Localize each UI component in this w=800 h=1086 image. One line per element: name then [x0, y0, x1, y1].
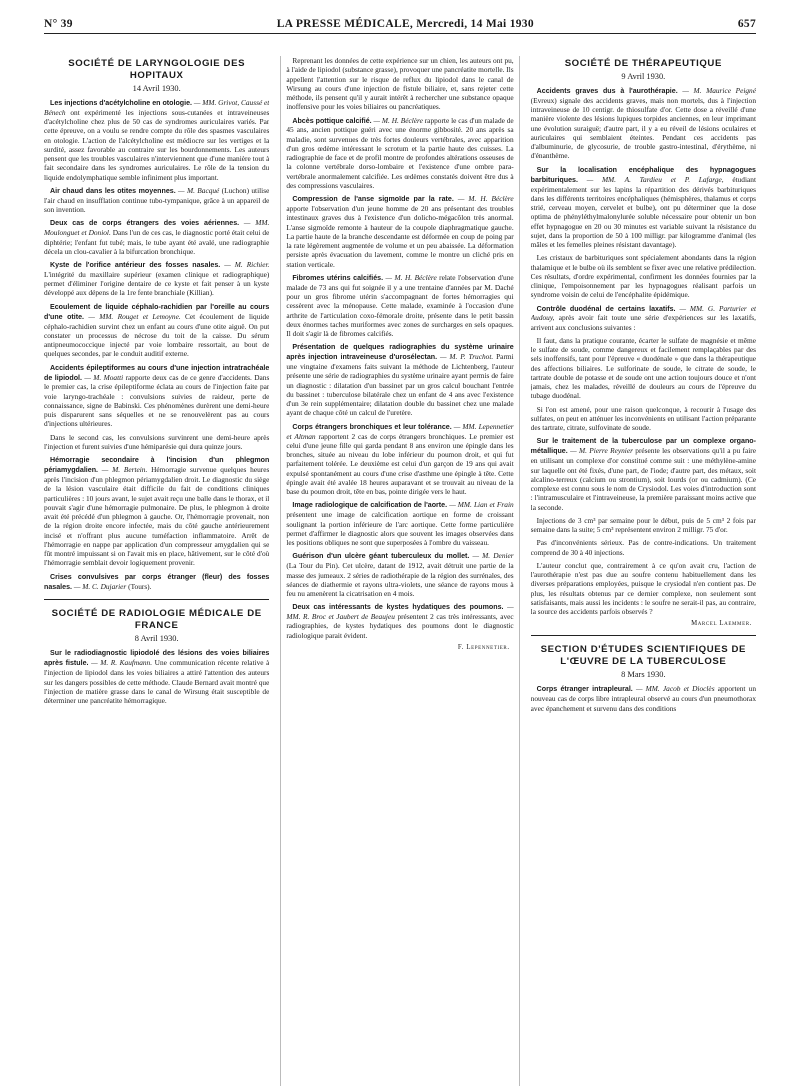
- article-paragraph: [531, 304, 756, 332]
- article-title: Ecoulement de liquide céphalo-rachidien par l'oreille au cours d'une otite.: [44, 302, 270, 321]
- section-date: 8 Mars 1930.: [621, 670, 666, 680]
- article-authors: — M. Pierre Reynier: [567, 446, 633, 456]
- article-text: rapporte deux cas de ce genre d'accidents. Dans le premier cas, la crise épileptiforme éclata au cours de l'injection faite par voie laryngo-trachéale : convulsions suivies de raideur, perte de connaissance, signe de Babinski. Ces phénomènes durèrent une demi-heure puis disparurent sans séquelles et ne se renouvelèrent pas au cours d'injections ultérieures.: [44, 372, 270, 429]
- article-text: Dans le second cas, les convulsions survinrent une demi-heure après l'injection et furent suivies d'une hémiparésie qui dura quinze jours.: [44, 432, 270, 451]
- article-title: Fibromes utérins calcifiés.: [292, 273, 384, 282]
- article-list: [44, 648, 269, 705]
- article-paragraph: [286, 602, 513, 640]
- article-text: Dans l'un de ces cas, le diagnostic porté était celui de diphtérie; l'enfant fut tubé; mais, le tube ayant été avalé, une radiographie décela un clou-cavalier à la bifurcation bronchique.: [44, 228, 270, 256]
- article-authors: — MM. Grivot, Caussé et Bénech: [44, 97, 270, 117]
- article-paragraph: [286, 551, 513, 598]
- article-title: Sur le radiodiagnostic lipiodolé des lésions des voies biliaires après fistule.: [44, 649, 270, 668]
- article-authors: — M. Moatti: [81, 372, 124, 382]
- section-heading: SECTION D'ÉTUDES SCIENTIFIQUES DE L'ŒUVRE DE LA TUBERCULOSE: [531, 635, 756, 668]
- article-text: ont expérimenté les injections sous-cutanées et intraveineuses d'acétylcholine chez plus de 50 cas de syndromes auriculaires variés. Par cette épreuve, on a voulu se rendre compte du rôle des spasmes vasculaires en otologie. L'action de l'alcétylcholine est médiocre sur les vertiges et la surdité, assez favorable au contraire sur les bourdonnements. Les auteurs pensent que les troubles vasculaires n'interviennent que d'une manière tout à fait secondaire dans les syndromes auriculaires. Le rôle de la tension du liquide endolymphatique semble infiniment plus important.: [44, 107, 270, 182]
- article-paragraph: [44, 455, 269, 567]
- page-number: 657: [737, 18, 756, 30]
- article-text: (Luchon) utilise l'air chaud en insufflation continue tubo-tympanique, grâce à un appareil de son invention.: [44, 185, 270, 215]
- article-paragraph: [44, 363, 269, 429]
- article-title: Deux cas de corps étrangers des voies aériennes.: [50, 219, 240, 228]
- article-authors: — M. H. Béclère: [453, 194, 514, 204]
- article-paragraph: [44, 648, 269, 705]
- article-list: [44, 98, 269, 592]
- article-text: apportent un nouveau cas de corps libre intrapleural observé au cours d'un pneumothorax avec épanchement et survenu dans des conditions: [530, 684, 756, 713]
- article-paragraph: [44, 98, 269, 182]
- article-title: Image radiologique de calcification de l'aorte.: [292, 501, 448, 510]
- article-text: Pas d'inconvénients sérieux. Pas de contre-indications. Un traitement comprend de 30 à 40 injections.: [530, 538, 756, 557]
- column-2: [280, 56, 519, 1086]
- article-title: Les injections d'acétylcholine en otologie.: [50, 98, 193, 107]
- article-text: Les cristaux de barbituriques sont spécialement abondants dans la région thalamique et le bulbe où ils semblent se fixer avec une relative prédilection. Ces résultats, d'ordre expérimental, confirment les données fournies par la clinique, l'empoisonnement par les hypnagogues réalisant parfois un syndrome voisin de celui de l'encéphalite épidémique.: [530, 253, 756, 300]
- article-authors: — M. Maurice Peigné: [677, 85, 756, 95]
- article-text: présentent une image de calcification aortique en forme de croissant soulignant la portion inférieure de l'arc aortique. Cette forme particulière permet d'affirmer le diagnostic alors que souvent les images observées dans les positions obliques ne sont que superposées à l'ombre du vaisseau.: [286, 510, 514, 548]
- article-text: Parmi une vingtaine d'examens faits suivant la méthode de Lichtenberg, l'auteur présente une série de radiographies du système urinaire ayant permis de faire un diagnostic : dilatation d'un bassinet par un gros calcul bouchant l'entrée du bassinet : tuberculose bilatérale chez un enfant de 4 ans avec l'existence d'un 3e rein supplémentaire; dilatation double du bassinet chez une malade ayant de chaque côté un calcul de l'uretère.: [286, 352, 514, 418]
- article-paragraph: [44, 186, 269, 214]
- article-authors: — M. H. Béclère: [383, 272, 437, 282]
- article-text: Une communication récente relative à l'injection de lipiodol dans les voies biliaires a attiré l'attention des auteurs sur les dangers possibles de cette méthode. Claude Bernard avait montré que l'injection de matière grasse dans le canal de Wirsung était susceptible de déterminer une pancréatite hémorragique.: [44, 658, 270, 706]
- article-paragraph: [531, 561, 756, 617]
- article-text: (La Tour du Pin). Cet ulcère, datant de 1912, avait détruit une partie de la masse des jumeaux. 2 séries de radiothérapie de la région des surrénales, des séances de diathermie et rayons ultra-violets, une séance de rayons mous à feu nu amenèrent la cicatrisation en 4 mois.: [286, 561, 514, 598]
- article-paragraph: [286, 116, 513, 191]
- article-text: rapportent 2 cas de corps étrangers bronchiques. Le premier est celui d'une jeune fille qui garda pendant 8 ans environ une épingle dans les bronches, située au niveau du lobe inférieur du poumon droit, et qui fut parfaitement tolérée. Le deuxième est celui d'un garçon de 19 ans qui avait expulsé spontanément au cours d'une crise d'asthme une épingle à tête. Cette épingle avait été avalée 18 heures auparavant et se trouvait au niveau de la base du poumon droit, tête en bas, pointe dirigée vers le haut.: [286, 431, 514, 497]
- article-paragraph: [44, 302, 269, 359]
- article-title: Compression de l'anse sigmoïde par la rate.: [292, 195, 454, 204]
- section-heading: SOCIÉTÉ DE RADIOLOGIE MÉDICALE DE FRANCE: [44, 599, 269, 632]
- article-title: Crises convulsives par corps étranger (fleur) des fosses nasales.: [44, 572, 270, 591]
- article-title: Corps étranger intrapleural.: [536, 685, 633, 694]
- article-title: Accidents épileptiformes au cours d'une injection intratrachéale de lipiodol.: [44, 363, 270, 382]
- article-text: relate l'observation d'une malade de 73 ans qui fut soignée il y a une trentaine d'années par M. Daché pour un gros fibrome utérin s'accompagnant de fortes hémorragies qui cessèrent avec la ménopause. Cette malade, examinée à l'occasion d'une arthrite de l'articulation coxo-fémorale droite, présente dans le petit bassin deux énormes taches muriformes avec zones de surcharges en sels opaques. Il doit s'agir là de fibromes calcifiés.: [286, 272, 514, 339]
- article-title: Abcès pottique calcifié.: [292, 116, 372, 125]
- article-title: Présentation de quelques radiographies du système urinaire après injection intraveineuse d'urosélectan.: [286, 343, 514, 362]
- article-paragraph: [286, 273, 513, 338]
- section-date: 9 Avril 1930.: [621, 71, 666, 81]
- article-title: Guérison d'un ulcère géant tuberculeux du mollet.: [292, 552, 470, 561]
- article-authors: — M. R. Kaufmann.: [88, 658, 153, 668]
- article-authors: — MM. Moulonguet et Doniol.: [44, 218, 270, 238]
- article-paragraph: [44, 572, 269, 592]
- column-1: [44, 56, 269, 1086]
- signature: F. Lepennetier.: [457, 643, 510, 651]
- article-paragraph: [531, 165, 756, 250]
- column-3: [531, 56, 756, 1086]
- article-paragraph: [44, 218, 269, 256]
- article-paragraph: [286, 56, 513, 112]
- article-text: (Tours).: [126, 581, 152, 591]
- article-paragraph: [531, 538, 756, 557]
- article-authors: — M. Bacqué: [175, 185, 220, 195]
- article-title: Deux cas intéressants de kystes hydatiques des poumons.: [292, 603, 504, 612]
- article-list: [286, 56, 513, 640]
- article-text: présentent 2 cas très intéressants, avec radiographies, de kystes hydatiques des poumons dont le diagnostic radiologique parait évident.: [286, 612, 514, 640]
- article-text: Si l'on est amené, pour une raison quelconque, à recourir à l'usage des sulfates, on peut en atténuer les inconvénients en utilisant l'action préparante des tartrate, citrate, sulfovinate de soude.: [530, 404, 756, 433]
- article-list: [531, 86, 756, 616]
- article-text: étudiant expérimentalement sur les lapins la répartition des dérivés barbituriques dans les différents territoires encéphaliques (hémisphères, thalamus et corps strié, cerveau moyen, cervelet et bulbe), ont pu déterminer que la dose optima de phényléthylmalonylurée soluble nécessaire pour obtenir un bon effet hypnagogue en 20 ou 30 minutes est variable suivant la résistance du sujet, dans la proportion de 50 à 100 milligr. par kilogramme d'animal (les mâles et les femelles pleines résistant davantage).: [530, 174, 756, 250]
- article-authors: — M. C. Dujarier: [72, 581, 127, 591]
- article-authors: — MM. A. Tardieu et P. Lafarge,: [577, 174, 724, 184]
- section-heading: SOCIÉTÉ DE THÉRAPEUTIQUE: [564, 58, 722, 69]
- article-text: Cet écoulement de liquide céphalo-rachidien survint chez un enfant au cours d'une otite aiguë. On put constater un processus de nécrose du toit de la caisse. Du sérum antipneumococcique injecté par voie lombaire ressortait, au bout de quelques secondes, par le conduit auditif externe.: [44, 311, 270, 359]
- article-authors: — M. Richier.: [220, 260, 270, 270]
- article-text: rapporte le cas d'un malade de 45 ans, ancien pottique guéri avec une énorme gibbosité. 20 ans après sa maladie, sont survenues de très fortes douleurs vertébrales, avec apparition d'un gros œdème intéressant le scrotum et la partie haute des cuisses. La radiographie de face et de profil montre de profondes altérations osseuses de la colonne vertébrale dorso-lombaire et l'existence d'une ombre para-vertébrale anormalement calcifiée. Les œdèmes constatés doivent être dus à des compressions vasculaires.: [286, 115, 514, 190]
- section-heading: SOCIÉTÉ DE LARYNGOLOGIE DES HOPITAUX: [68, 58, 246, 81]
- article-paragraph: [286, 342, 513, 417]
- article-title: Air chaud dans les otites moyennes.: [50, 186, 176, 195]
- masthead: [44, 18, 756, 34]
- article-text: Hémorragie survenue quelques heures après l'incision d'un phlegmon périamygdalien droit. Le diagnostic du siège de la lésion vasculaire était difficile du fait de conditions cliniques particulières : 10 jours avant, le sujet avait reçu une balle dans le thorax, et il pouvait s'agir d'une hémorragie pulmonaire. De plus, le phlegmon à droite avait été précédé d'un phlegmon à gauche. Or, l'hémorragie provenait, non de la région droite encore infectée, mais du côté gauche antérieurement incisé et n'offrant plus aucune tuméfaction inflammatoire. Arrêt de l'hémorragie en nappe par application d'un compresseur amygdalien qui se fût montré impuissant si on l'avait mis en place, hâtivement, sur le côté d'où l'hémorragie semblait devoir logiquement provenir.: [44, 465, 270, 568]
- article-authors: — M. Denier: [469, 551, 514, 561]
- article-text: Il faut, dans la pratique courante, écarter le sulfate de magnésie et même le sulfate de soude, comme dangereux et facilement remplaçables par des sels inoffensifs, tant pour l'épreuve « duodénale » que dans la thérapeutique des affections biliaires. Le sulforinate de soude, le citrate de soude, le tartrate double de potasse et de soude ont une action toujours douce et n'ont jamais, chez les malades, réveillé de douleurs au cours de l'épreuve du tubage duodénal.: [530, 335, 756, 401]
- article-title: Contrôle duodénal de certains laxatifs.: [536, 304, 676, 313]
- article-title: Sur la localisation encéphalique des hypnagogues barbituriques.: [530, 165, 756, 184]
- article-paragraph: [286, 194, 513, 269]
- article-paragraph: [531, 405, 756, 433]
- article-text: Reprenant les données de cette expérience sur un chien, les auteurs ont pu, à l'aide de lipiodol (substance grasse), provoquer une pancréatite mortelle. Ils appellent l'attention sur le risque de reflux du lipiodol dans le canal de Wirsung au cours d'une injection de fistule biliaire, et, sans rejeter cette méthode, ils pensent qu'il y aurait intérêt à rechercher une substance opaque inoffensive pour les voies biliaires ou pancréatiques.: [286, 56, 514, 112]
- article-authors: — MM. Jacob et Dioclès: [632, 684, 715, 694]
- article-text: après avoir fait toute une série d'expériences sur les laxatifs, arrivent aux conclusions suivantes :: [530, 313, 756, 332]
- article-title: Accidents graves dus à l'aurothérapie.: [536, 86, 678, 95]
- article-title: Corps étrangers bronchiques et leur tolérance.: [292, 422, 452, 431]
- article-authors: — M. Bertein.: [98, 465, 148, 475]
- article-paragraph: [531, 684, 756, 712]
- article-paragraph: [531, 86, 756, 161]
- article-paragraph: [531, 436, 756, 511]
- columns: [44, 56, 756, 1086]
- article-authors: — MM. Lian et Frain: [447, 500, 514, 510]
- article-authors: — MM. Rouget et Lemoyne.: [84, 311, 181, 321]
- article-authors: — MM. Lepennetier et Altman: [286, 421, 514, 441]
- article-paragraph: [531, 516, 756, 535]
- section-date: 8 Avril 1930.: [134, 634, 179, 644]
- article-title: Sur le traitement de la tuberculose par un complexe organo-métallique.: [530, 437, 756, 456]
- article-text: apporte l'observation d'un jeune homme de 20 ans présentant des troubles intestinaux graves dus à l'existence d'un dolicho-mégacôlon très anormal. L'anse sigmoïde remonte à hauteur de la coupole diaphragmatique gauche. La partie haute de la branche descendante est déformée en coup de poing par la rate légèrement augmentée de volume et un peu abaissée. La déformation persiste après évacuation du lavement, comme le montre un cliché pris en station verticale.: [286, 204, 514, 269]
- article-text: L'auteur conclut que, contrairement à ce qu'on avait cru, l'action de l'aurothérapie n'est pas due au soufre contenu habituellement dans les diverses préparations employées, puisque le crysiodal n'en contient pas. De plus, les résultats obtenus par ce dernier complexe, non seulement sont satisfaisants, mais aussi les incidents : le soufre ne serait-il pas, au contraire, la source des accidents parfois observés ?: [530, 560, 756, 617]
- article-authors: — M. H. Béclère: [371, 115, 423, 125]
- article-authors: — M. P. Truchot.: [437, 352, 494, 362]
- article-text: présente les observations qu'il a pu faire en utilisant un complexe d'or constitué comme suit : une méthylène-amine sur laquelle ont été fixés, d'une part, de l'iode; d'autre part, des métaux, soit alcalino-terreux (calcium ou strontium), soit lourds (or ou cadmium). (Ce complexe est connu sous le nom de Crysiodol. Les voies d'introduction sont : l'intramusculaire et l'intraveineuse, la première paraissant moins active que la seconde.: [530, 446, 756, 512]
- section-date: 14 Avril 1930.: [132, 83, 181, 93]
- issue-number: N° 39: [44, 18, 73, 30]
- article-title: Kyste de l'orifice antérieur des fosses nasales.: [50, 261, 221, 270]
- article-authors: — MM. G. Parturier et Audouy,: [530, 303, 756, 323]
- article-paragraph: [286, 500, 513, 547]
- article-title: Hémorragie secondaire à l'incision d'un phlegmon périamygdalien.: [44, 456, 270, 475]
- article-paragraph: [531, 336, 756, 401]
- article-authors: — MM. R. Broc et Jaubert de Beaujeu: [286, 602, 514, 622]
- article-paragraph: [44, 433, 269, 452]
- article-text: (Evreux) signale des accidents graves, mais non mortels, dus à l'injection intraveineuse de 10 centigr. de thiosulfate d'or. Cette dose a réveillé d'une manière violente des lésions lupiques torpides anciennes, en leur imprimant une évolution suraiguë; d'autre part, il y a eu réveil de lésions oculaires et auriculaires qui semblaient éteintes. Pendant ces accidents pas d'albuminurie, de glycosurie, de trouble gastro-intestinal, d'érythème, ni d'énanthème.: [530, 95, 756, 161]
- article-text: Injections de 3 cm³ par semaine pour le début, puis de 5 cm³ 2 fois par semaine dans la suite; 5 cm³ représentent environ 2 milligr. 75 d'or.: [530, 515, 756, 535]
- article-paragraph: [531, 253, 756, 299]
- article-text: L'intégrité du maxillaire supérieur (examen clinique et radiographique) permet d'éliminer l'origine dentaire de ce kyste et fait penser à un kyste développé aux dépens de la 1re fente branchiale (Killian).: [44, 269, 270, 298]
- article-paragraph: [286, 422, 513, 497]
- signature: Marcel Laemmer.: [691, 620, 752, 628]
- article-paragraph: [44, 260, 269, 298]
- article-list: [531, 684, 756, 712]
- newspaper-title: LA PRESSE MÉDICALE, Mercredi, 14 Mai 1930: [276, 18, 534, 30]
- newspaper-page: [44, 18, 756, 1078]
